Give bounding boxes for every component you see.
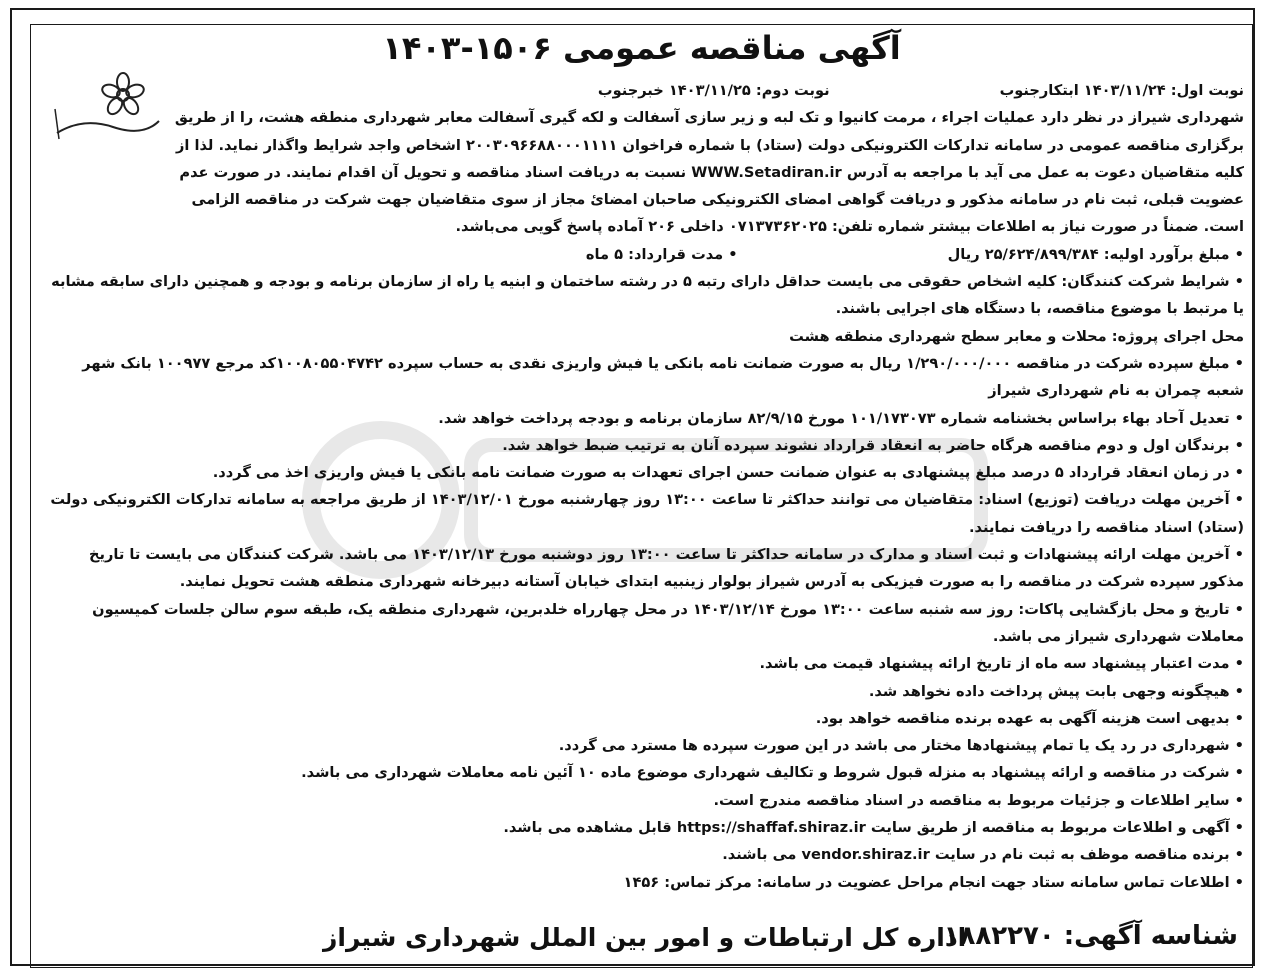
- bidder-conditions: • شرایط شرکت کنندگان: کلیه اشخاص حقوقی می بایست حداقل دارای رتبه ۵ در رشته ساختمان و ابنیه یا راه از سازمان برنامه و بودجه و همچنین دارای سابقه مشابه یا مرتبط با موضوع مناقصه، با دستگاه های اجرایی باشند.: [51, 273, 1244, 318]
- department-name: اداره کل ارتباطات و امور بین الملل شهرداری شیراز: [323, 923, 967, 952]
- round-first: نوبت اول: ۱۴۰۳/۱۱/۲۴ ابتکارجنوب: [999, 82, 1244, 99]
- round-second: نوبت دوم: ۱۴۰۳/۱۱/۲۵ خبرجنوب: [597, 82, 830, 99]
- bullet-item: • بدیهی است هزینه آگهی به عهده برنده مناقصه خواهد بود.: [815, 709, 1244, 727]
- contract-duration: • مدت قرارداد: ۵ ماه: [585, 245, 738, 263]
- publication-rounds: [44, 77, 1244, 104]
- bullet-item: • مبلغ سپرده شرکت در مناقصه ۱/۲۹۰/۰۰۰/۰۰۰ ریال به صورت ضمانت نامه بانکی یا فیش واریزی نقدی به حساب سپرده ۱۰۰۸۰۵۵۰۴۷۴۲کد مرجع ۱۰۰۹۷۷ بانک شهر شعبه چمران به نام شهرداری شیراز: [82, 354, 1244, 400]
- bullet-item: • مدت اعتبار پیشنهاد سه ماه از تاریخ ارائه پیشنهاد قیمت می باشد.: [759, 655, 1244, 673]
- ad-footer: [31, 921, 1252, 961]
- tender-id: شناسه آگهی: ۱۸۸۲۲۷۰: [943, 921, 1238, 951]
- bullet-item: • برندگان اول و دوم مناقصه هرگاه حاضر به انعقاد قرارداد نشوند سپرده آنان به ترتیب ضبط خواهد شد.: [502, 436, 1244, 454]
- intro-paragraph: شهرداری شیراز در نظر دارد عملیات اجراء ، مرمت کانیوا و تک لبه و زیر سازی آسفالت و لکه گیری آسفالت معابر شهرداری منطقه هشت، را از طریق برگزاری مناقصه عمومی در سامانه تدارکات الکترونیکی دولت (ستاد) با شماره فراخوان ۲۰۰۳۰۹۶۶۸۸۰۰۰۱۱۱۱ اشخاص واجد شرایط واگذار نماید. لذا از کلیه متقاضیان دعوت به عمل می آید با مراجعه به آدرس WWW.Setadiran.ir نسبت به دریافت اسناد مناقصه و تحویل آن اقدام نمایند. در صورت عدم عضویت قبلی، ثبت نام در سامانه مذکور و دریافت گواهی امضای الکترونیکی صاحبان امضائ مجاز از سوی متقاضیان جهت شرکت در مناقصه الزامی است. ضمناً در صورت نیاز به اطلاعات بیشتر شماره تلفن: ۰۷۱۳۷۳۶۲۰۲۵ داخلی ۲۰۶ آماده پاسخ گویی می‌باشد.: [174, 109, 1244, 236]
- ad-frame: [10, 8, 1255, 966]
- bullet-item: • شرکت در مناقصه و ارائه پیشنهاد به منزله قبول شروط و تکالیف شهرداری موضوع ماده ۱۰ آئین نامه معاملات شهرداری می باشد.: [301, 764, 1244, 782]
- bullet-item: • هیچگونه وجهی بابت پیش پرداخت داده نخواهد شد.: [868, 682, 1244, 700]
- initial-budget: • مبلغ برآورد اولیه: ۲۵/۶۲۴/۸۹۹/۳۸۴ ریال: [947, 245, 1244, 263]
- bullet-item: • آگهی و اطلاعات مربوط به مناقصه از طریق سایت https://shaffaf.shiraz.ir قابل مشاهده می باشد.: [503, 819, 1244, 837]
- bullet-item: • آخرین مهلت دریافت (توزیع) اسناد: متقاضیان می توانند حداکثر تا ساعت ۱۳:۰۰ روز چهارشنبه مورخ ۱۴۰۳/۱۲/۰۱ از طریق مراجعه به سامانه تدارکات الکترونیکی دولت (ستاد) اسناد مناقصه را دریافت نمایند.: [50, 491, 1244, 536]
- bullet-item: • اطلاعات تماس سامانه ستاد جهت انجام مراحل عضویت در سامانه: مرکز تماس: ۱۴۵۶: [623, 873, 1244, 891]
- ad-body: [44, 77, 1244, 896]
- bullet-item: • آخرین مهلت ارائه پیشنهادات و ثبت اسناد و مدارک در سامانه حداکثر تا ساعت ۱۳:۰۰ روز دوشنبه مورخ ۱۴۰۳/۱۲/۱۳ می باشد. شرکت کنندگان می بایست تا تاریخ مذکور سپرده شرکت در مناقصه را به صورت فیزیکی به آدرس شیراز بولوار زینبیه ابتدای خیابان آستانه دبیرخانه شهرداری منطقه هشت تحویل نمایند.: [88, 546, 1244, 591]
- bullet-item: • برنده مناقصه موظف به ثبت نام در سایت vendor.shiraz.ir می باشند.: [722, 846, 1244, 864]
- bullet-item: • شهرداری در رد یک یا تمام پیشنهادها مختار می باشد در این صورت سپرده ها مسترد می گردد.: [558, 737, 1244, 755]
- budget-line: [44, 241, 1244, 268]
- bullet-item: • سایر اطلاعات و جزئیات مربوط به مناقصه در اسناد مناقصه مندرج است.: [713, 791, 1244, 809]
- bullet-item: • تاریخ و محل بازگشایی پاکات: روز سه شنبه ساعت ۱۳:۰۰ مورخ ۱۴۰۳/۱۲/۱۴ در محل چهارراه خلدبرین، شهرداری منطقه یک، طبقه سوم سالن جلسات کمیسیون معاملات شهرداری شیراز می باشد.: [92, 600, 1244, 645]
- ad-title: آگهی مناقصه عمومی ۱۵۰۶-۱۴۰۳: [382, 29, 901, 67]
- bullet-item: • در زمان انعقاد قرارداد ۵ درصد مبلغ پیشنهادی به عنوان ضمانت حسن اجرای تعهدات به صورت ضمانت نامه بانکی یا فیش واریزی اخذ می گردد.: [212, 464, 1244, 482]
- ad-panel: [30, 24, 1253, 968]
- bullet-item: • تعدیل آحاد بهاء براساس بخشنامه شماره ۱۰۱/۱۷۳۰۷۳ مورخ ۸۲/۹/۱۵ سازمان برنامه و بودجه پرداخت خواهد شد.: [438, 409, 1244, 427]
- project-location: محل اجرای پروژه: محلات و معابر سطح شهرداری منطقه هشت: [789, 327, 1244, 345]
